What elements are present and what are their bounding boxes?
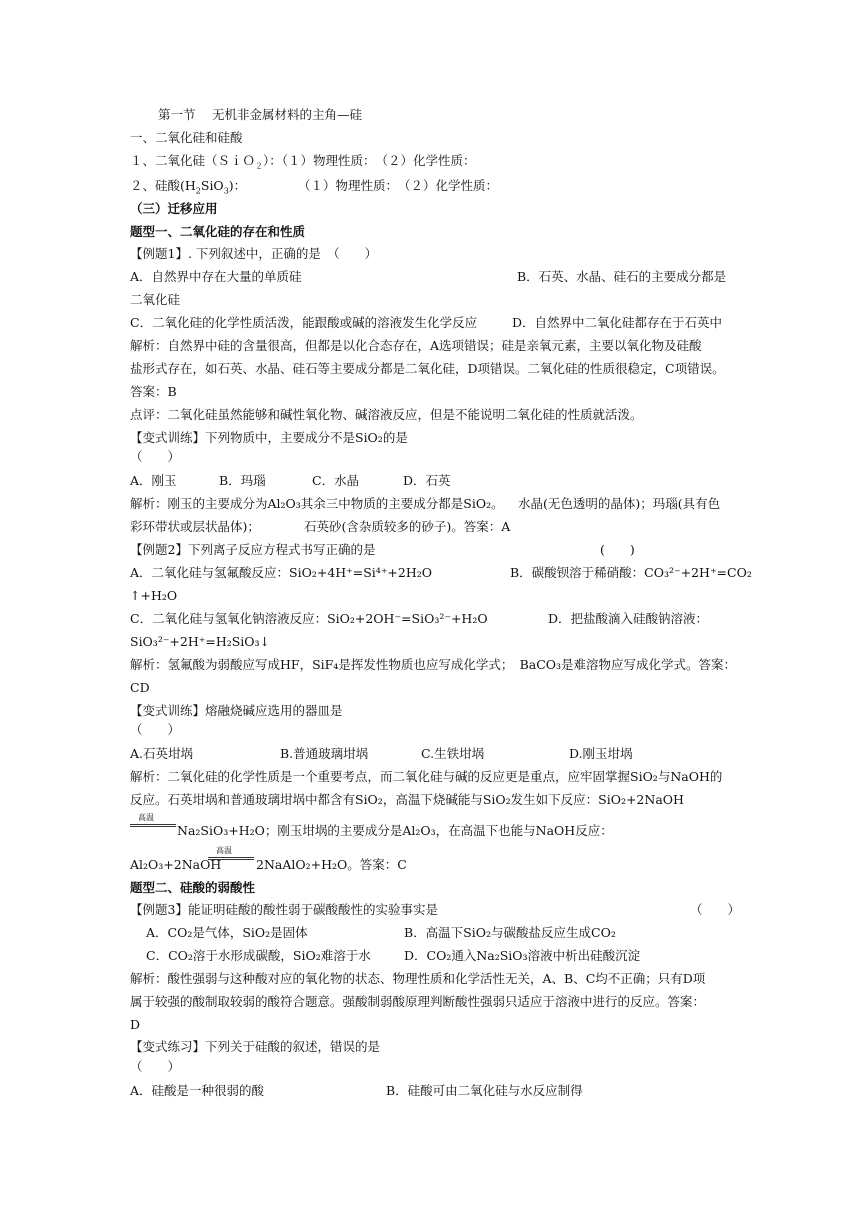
option-d: D．石英 <box>403 473 451 488</box>
answer-text: CD <box>130 680 150 695</box>
option-b-continued: ↑+H₂O <box>130 588 178 603</box>
comment-text: 点评：二氧化硅虽然能够和碱性氧化物、碱溶液反应，但是不能说明二氧化硅的性质就活泼。 <box>130 407 643 422</box>
option-b-continued: 二氧化硅 <box>130 292 181 307</box>
question-type-heading: 题型一、二氧化硅的存在和性质 <box>130 224 306 239</box>
option-a: A．硅酸是一种很弱的酸 <box>130 1083 265 1098</box>
section-heading: 一、二氧化硅和硅酸 <box>130 130 243 145</box>
question-stem: 【变式训练】下列物质中，主要成分不是SiO₂的是 <box>130 430 408 445</box>
solution-text: 盐形式存在，如石英、水晶、硅石等主要成分都是二氧化硅，D项错误。二氧化硅的性质很稳定，C项错误。 <box>130 361 725 376</box>
reaction-reactants: Al₂O₃+2NaOH <box>130 857 222 872</box>
option-a: A.石英坩埚 <box>130 746 194 761</box>
solution-text: 解析：酸性强弱与这种酸对应的氧化物的状态、物理性质和化学活性无关，A、B、C均不正确；只有D项 <box>130 971 706 986</box>
question-type-heading: 题型二、硅酸的弱酸性 <box>130 880 256 895</box>
answer-blank: （ ） <box>130 722 181 737</box>
answer-blank: （ ） <box>130 1059 181 1074</box>
high-temperature-condition: 高温 <box>130 816 176 828</box>
solution-text: Na₂SiO₃+H₂O；刚玉坩埚的主要成分是Al₂O₃，在高温下也能与NaOH反应： <box>177 823 613 838</box>
reaction-products: 2NaAlO₂+H₂O。答案：C <box>256 857 407 872</box>
option-d: D．自然界中二氧化硅都存在于石英中 <box>512 315 723 330</box>
option-a: A．二氧化硅与氢氟酸反应：SiO₂+4H⁺=Si⁴⁺+2H₂O <box>130 565 433 580</box>
option-a: A．刚玉 <box>130 473 177 488</box>
option-a: A．CO₂是气体，SiO₂是固体 <box>146 925 308 940</box>
option-d-continued: SiO₃²⁻+2H⁺=H₂SiO₃↓ <box>130 634 271 649</box>
option-b: B．玛瑙 <box>219 473 266 488</box>
solution-text: 解析：二氧化硅的化学性质是一个重要考点，而二氧化硅与碱的反应更是重点，应牢固掌握SiO₂与NaOH的 <box>130 769 723 784</box>
solution-text: 解析：自然界中硅的含量很高，但都是以化合态存在，A选项错误；硅是亲氧元素，主要以氧化物及硅酸 <box>130 338 702 353</box>
option-c: C．二氧化硅的化学性质活泼，能跟酸或碱的溶液发生化学反应 <box>130 315 478 330</box>
option-c: C．CO₂溶于水形成碳酸，SiO₂难溶于水 <box>146 948 371 963</box>
solution-text: 解析：氢氟酸为弱酸应写成HF，SiF₄是挥发性物质也应写成化学式； BaCO₃是难溶物应写成化学式。答案： <box>130 657 737 672</box>
question-stem: 【例题1】. 下列叙述中，正确的是 （ ） <box>130 246 378 261</box>
solution-text: 解析：刚玉的主要成分为Al₂O₃其余三中物质的主要成分都是SiO₂。 <box>130 496 504 511</box>
option-b: B．硅酸可由二氧化硅与水反应制得 <box>386 1083 583 1098</box>
option-b: B．高温下SiO₂与碳酸盐反应生成CO₂ <box>404 925 616 940</box>
option-d: D.刚玉坩埚 <box>569 746 633 761</box>
option-b: B．碳酸钡溶于稀硝酸：CO₃²⁻+2H⁺=CO₂ <box>510 565 752 580</box>
option-a: A．自然界中存在大量的单质硅 <box>130 269 302 284</box>
question-stem: 【例题3】能证明硅酸的酸性弱于碳酸酸性的实验事实是 <box>130 902 438 917</box>
answer-blank: （ ） <box>690 902 741 917</box>
option-b: B．石英、水晶、硅石的主要成分都是 <box>517 269 727 284</box>
solution-text: 彩环带状或层状晶体)； <box>130 519 260 534</box>
option-b: B.普通玻璃坩埚 <box>280 746 369 761</box>
high-temperature-condition: 高温 <box>208 849 254 861</box>
question-stem: 【例题2】下列离子反应方程式书写正确的是 <box>130 542 376 557</box>
silicic-acid-line: ２、硅酸$(H_2SiO_3)$： <box>130 178 247 196</box>
silica-properties-line: １、二氧化硅（ＳｉＯ$_2$）：（１）物理性质： （２）化学性质： <box>130 153 476 171</box>
silicic-acid-properties: （１）物理性质： （２）化学性质： <box>298 178 499 193</box>
question-stem: 【变式训练】熔融烧碱应选用的器皿是 <box>130 703 343 718</box>
option-d: D．CO₂通入Na₂SiO₃溶液中析出硅酸沉淀 <box>404 948 641 963</box>
option-c: C．二氧化硅与氢氧化钠溶液反应：SiO₂+2OH⁻=SiO₃²⁻+H₂O <box>130 611 488 626</box>
option-c: C．水晶 <box>312 473 360 488</box>
answer-text: D <box>130 1017 141 1032</box>
solution-text: 石英砂(含杂质较多的砂子)。答案：A <box>304 519 511 534</box>
solution-text: 水晶(无色透明的晶体)；玛瑙(具有色 <box>518 496 721 511</box>
option-c: C.生铁坩埚 <box>421 746 485 761</box>
option-d: D．把盐酸滴入硅酸钠溶液： <box>548 611 709 626</box>
solution-text: 属于较强的酸制取较弱的酸符合题意。强酸制弱酸原理判断酸性强弱只适应于溶液中进行的反应。答案： <box>130 994 706 1009</box>
solution-text: 反应。石英坩埚和普通玻璃坩埚中都含有SiO₂，高温下烧碱能与SiO₂发生如下反应：SiO₂+2NaOH <box>130 792 684 807</box>
question-stem: 【变式练习】下列关于硅酸的叙述，错误的是 <box>130 1039 381 1054</box>
section-heading: （三）迁移应用 <box>130 201 218 216</box>
answer-blank: （ ） <box>130 449 181 464</box>
answer-text: 答案：B <box>130 384 177 399</box>
answer-blank: ( ) <box>600 542 635 557</box>
page-title: 第一节 无机非金属材料的主角—硅 <box>158 107 362 122</box>
